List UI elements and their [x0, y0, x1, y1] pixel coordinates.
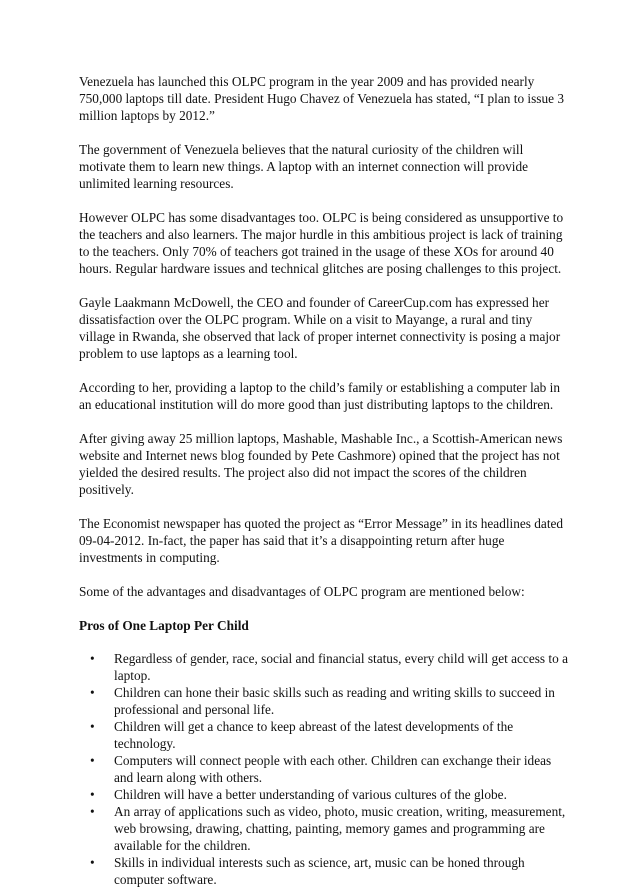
bullet-icon: •: [90, 685, 95, 700]
bullet-icon: •: [90, 787, 95, 802]
pros-heading: Pros of One Laptop Per Child: [79, 618, 249, 633]
paragraph-economist: The Economist newspaper has quoted the project as “Error Message” in its headlines dated 09-04-2012. In-fact, the paper has said that it’s a disappointing return after huge investments in computing.: [79, 516, 564, 565]
bullet-icon: •: [90, 651, 95, 666]
list-item: [79, 650, 569, 684]
bullet-icon: •: [90, 719, 95, 734]
bullet-icon: •: [90, 753, 95, 768]
bullet-icon: •: [90, 855, 95, 870]
paragraph-according-to-her: According to her, providing a laptop to the child’s family or establishing a computer lab in an educational institution will do more good than just distributing laptops to the children.: [79, 380, 560, 412]
list-item-text: Children can hone their basic skills such as reading and writing skills to succeed in professional and personal life.: [114, 685, 555, 717]
list-item: [79, 786, 569, 803]
paragraph-venezuela-launch: Venezuela has launched this OLPC program in the year 2009 and has provided nearly 750,000 laptops till date. President Hugo Chavez of Venezuela has stated, “I plan to issue 3 million laptops by 2012.”: [79, 74, 564, 123]
list-item-text: Skills in individual interests such as science, art, music can be honed through computer software.: [114, 855, 525, 887]
paragraph-disadvantages: However OLPC has some disadvantages too. OLPC is being considered as unsupportive to the teachers and also learners. The major hurdle in this ambitious project is lack of training to the teachers. Only 70% of teachers got trained in the usage of these XOs for around 40 hours. Regular hardware issues and technical glitches are posing challenges to this project.: [79, 210, 564, 276]
list-item-text: An array of applications such as video, photo, music creation, writing, measurement, web browsing, drawing, chatting, painting, memory games and programming are available for the children.: [114, 804, 566, 853]
list-item: [79, 854, 569, 888]
document-page: [79, 73, 569, 888]
paragraph-mcdowell: Gayle Laakmann McDowell, the CEO and founder of CareerCup.com has expressed her dissatisfaction over the OLPC program. While on a visit to Mayange, a rural and tiny village in Rwanda, she observed that lack of proper internet connectivity is posing a major problem to use laptops as a learning tool.: [79, 295, 561, 361]
list-item: [79, 752, 569, 786]
list-item-text: Children will get a chance to keep abreast of the latest developments of the technology.: [114, 719, 514, 751]
bullet-icon: •: [90, 804, 95, 819]
paragraph-government-belief: The government of Venezuela believes that the natural curiosity of the children will motivate them to learn new things. A laptop with an internet connection will provide unlimited learning resources.: [79, 142, 529, 191]
list-item-text: Children will have a better understanding of various cultures of the globe.: [114, 787, 507, 802]
pros-list: [79, 650, 569, 888]
paragraph-intro-list: Some of the advantages and disadvantages of OLPC program are mentioned below:: [79, 584, 525, 599]
list-item: [79, 718, 569, 752]
list-item-text: Regardless of gender, race, social and financial status, every child will get access to a laptop.: [114, 651, 568, 683]
paragraph-mashable: After giving away 25 million laptops, Mashable, Mashable Inc., a Scottish-American news website and Internet news blog founded by Pete Cashmore) opined that the project has not yielded the desired results. The project also did not impact the scores of the children positively.: [79, 431, 563, 497]
list-item: [79, 803, 569, 854]
list-item: [79, 684, 569, 718]
list-item-text: Computers will connect people with each other. Children can exchange their ideas and learn along with others.: [114, 753, 552, 785]
